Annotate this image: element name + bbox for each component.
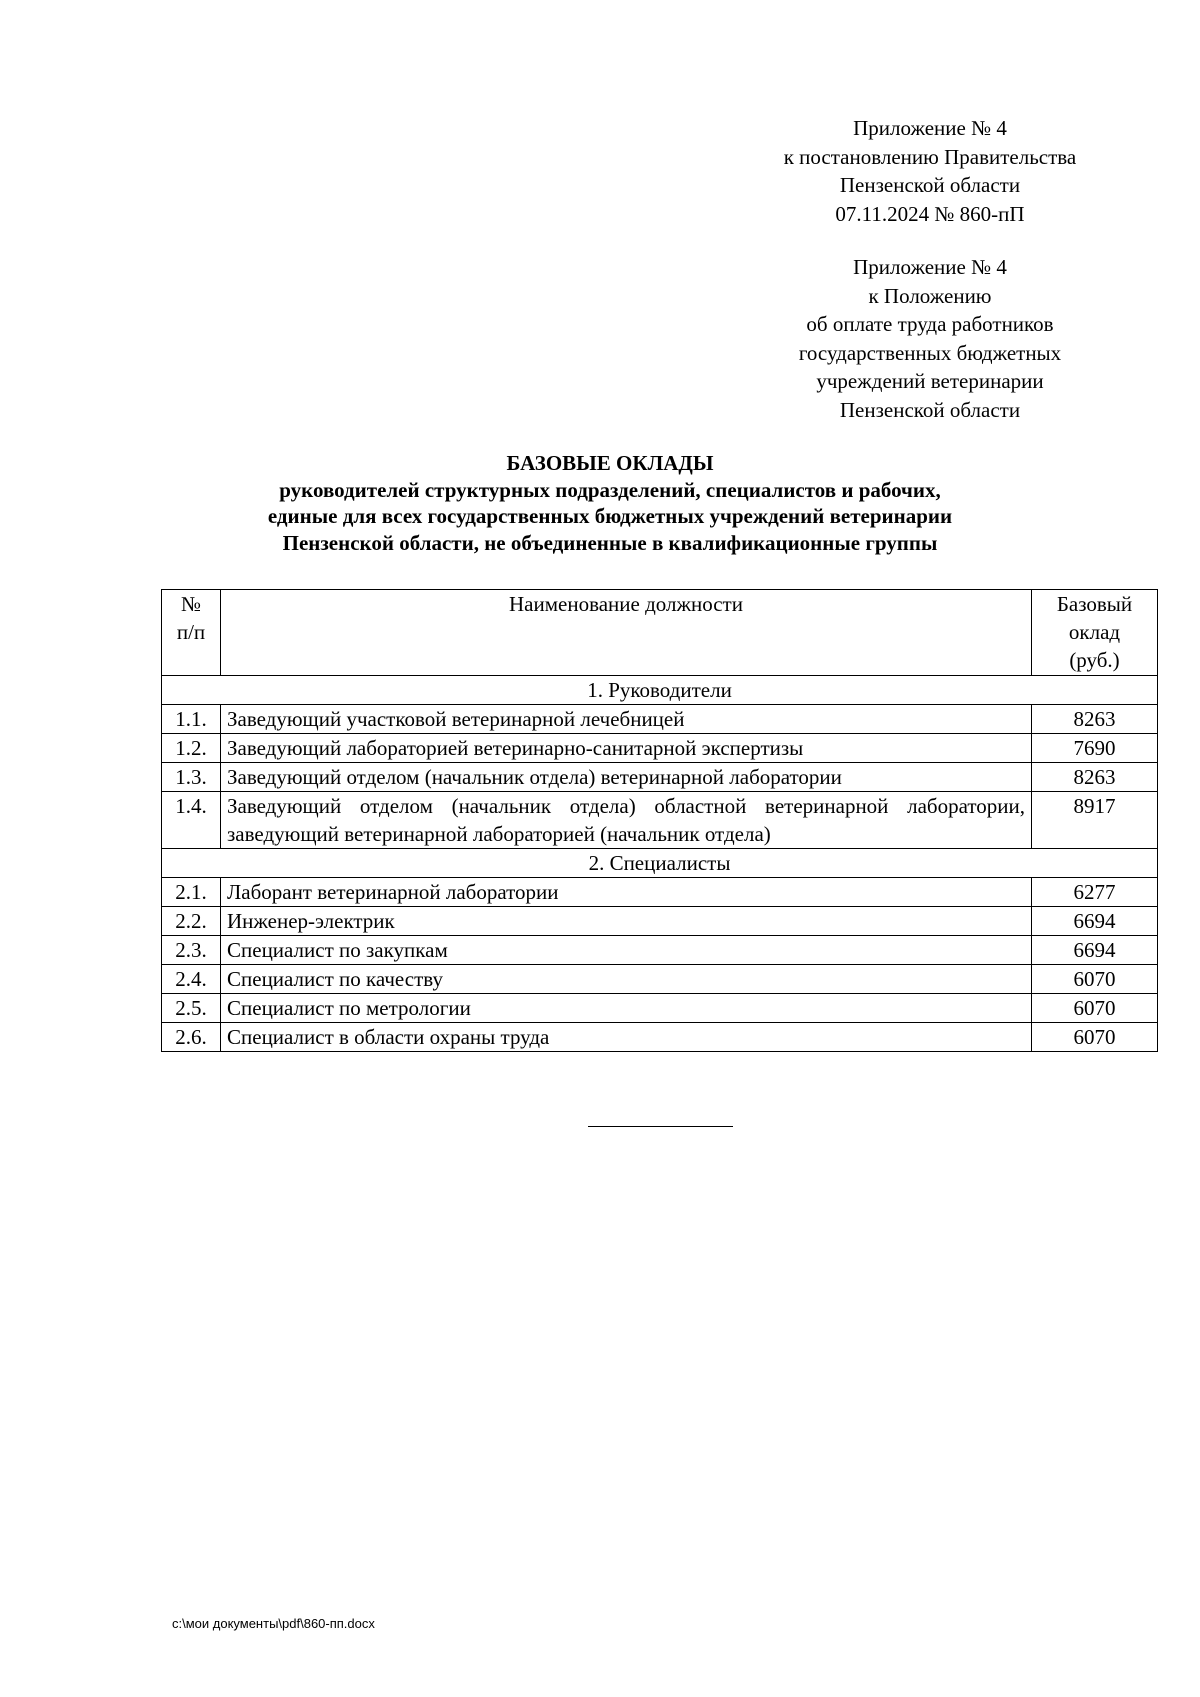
- row-salary: 6070: [1032, 965, 1158, 994]
- row-position: Специалист по метрологии: [221, 994, 1032, 1023]
- section-label-managers: 1. Руководители: [162, 676, 1158, 705]
- table-row: [162, 1023, 1158, 1052]
- salary-table: [161, 589, 1158, 1052]
- title-line: руководителей структурных подразделений, специалистов и рабочих,: [279, 477, 941, 502]
- appendix-regulation-line: государственных бюджетных: [798, 340, 1062, 365]
- table-row: [162, 705, 1158, 734]
- section-label-specialists: 2. Специалисты: [162, 849, 1158, 878]
- row-salary: 8917: [1032, 792, 1158, 849]
- title-line: единые для всех государственных бюджетных учреждений ветеринарии: [267, 504, 953, 528]
- appendix-decree-date: 07.11.2024 № 860-пП: [835, 201, 1025, 226]
- row-number: 2.5.: [162, 994, 221, 1023]
- appendix-regulation-line: Пензенской области: [839, 397, 1021, 422]
- header-salary-line: (руб.): [1069, 648, 1120, 672]
- row-salary: 6694: [1032, 936, 1158, 965]
- table-row: [162, 936, 1158, 965]
- row-position: Инженер-электрик: [221, 907, 1032, 936]
- row-number: 1.3.: [162, 763, 221, 792]
- row-position: Заведующий лабораторией ветеринарно-санитарной экспертизы: [221, 734, 1032, 763]
- row-position: Заведующий отделом (начальник отдела) ветеринарной лаборатории: [221, 763, 1032, 792]
- row-number: 1.2.: [162, 734, 221, 763]
- row-salary: 8263: [1032, 763, 1158, 792]
- header-base-salary: [1032, 590, 1158, 676]
- header-salary-line: Базовый: [1056, 592, 1133, 616]
- title-line: БАЗОВЫЕ ОКЛАДЫ: [506, 451, 714, 475]
- header-number-line: №: [180, 592, 202, 616]
- appendix-regulation-line: учреждений ветеринарии: [816, 369, 1044, 393]
- table-header-row: [162, 590, 1158, 676]
- row-salary: 8263: [1032, 705, 1158, 734]
- row-number: 2.4.: [162, 965, 221, 994]
- row-number: 2.6.: [162, 1023, 221, 1052]
- appendix-regulation-line: Приложение № 4: [853, 255, 1007, 279]
- row-position: Специалист по закупкам: [221, 936, 1032, 965]
- table-row: [162, 907, 1158, 936]
- row-number: 2.1.: [162, 878, 221, 907]
- appendix-decree-block: [740, 114, 1120, 228]
- table-row: [162, 878, 1158, 907]
- row-salary: 6694: [1032, 907, 1158, 936]
- appendix-regulation-line: к Положению: [868, 283, 992, 308]
- row-salary: 6070: [1032, 1023, 1158, 1052]
- end-of-document-line: [588, 1126, 733, 1127]
- header-position-name: Наименование должности: [221, 590, 1032, 676]
- row-position: Специалист по качеству: [221, 965, 1032, 994]
- table-row: [162, 994, 1158, 1023]
- header-number-line: п/п: [176, 620, 206, 644]
- table-row: [162, 792, 1158, 849]
- header-salary-line: оклад: [1068, 620, 1121, 644]
- footer-file-path: c:\мои документы\pdf\860-пп.docx: [172, 1616, 375, 1631]
- row-number: 1.4.: [162, 792, 221, 849]
- row-number: 2.2.: [162, 907, 221, 936]
- row-salary: 6070: [1032, 994, 1158, 1023]
- appendix-regulation-line: об оплате труда работников: [806, 312, 1054, 336]
- appendix-decree-line: Приложение № 4: [853, 116, 1007, 140]
- row-position: Заведующий участковой ветеринарной лечебницей: [221, 705, 1032, 734]
- table-row: [162, 734, 1158, 763]
- row-position: Заведующий отделом (начальник отдела) областной ветеринарной лаборатории, заведующий ветеринарной лабораторией (начальник отдела): [221, 792, 1032, 849]
- document-title: [160, 450, 1060, 556]
- row-position: Специалист в области охраны труда: [221, 1023, 1032, 1052]
- appendix-decree-line: к постановлению Правительства: [783, 144, 1077, 169]
- row-number: 2.3.: [162, 936, 221, 965]
- section-row: [162, 849, 1158, 878]
- title-line: Пензенской области, не объединенные в квалификационные группы: [282, 530, 938, 555]
- row-salary: 6277: [1032, 878, 1158, 907]
- appendix-decree-line: Пензенской области: [839, 173, 1021, 197]
- appendix-regulation-block: [740, 253, 1120, 424]
- table-row: [162, 763, 1158, 792]
- section-row: [162, 676, 1158, 705]
- row-number: 1.1.: [162, 705, 221, 734]
- row-position: Лаборант ветеринарной лаборатории: [221, 878, 1032, 907]
- header-number: [162, 590, 221, 676]
- row-salary: 7690: [1032, 734, 1158, 763]
- table-row: [162, 965, 1158, 994]
